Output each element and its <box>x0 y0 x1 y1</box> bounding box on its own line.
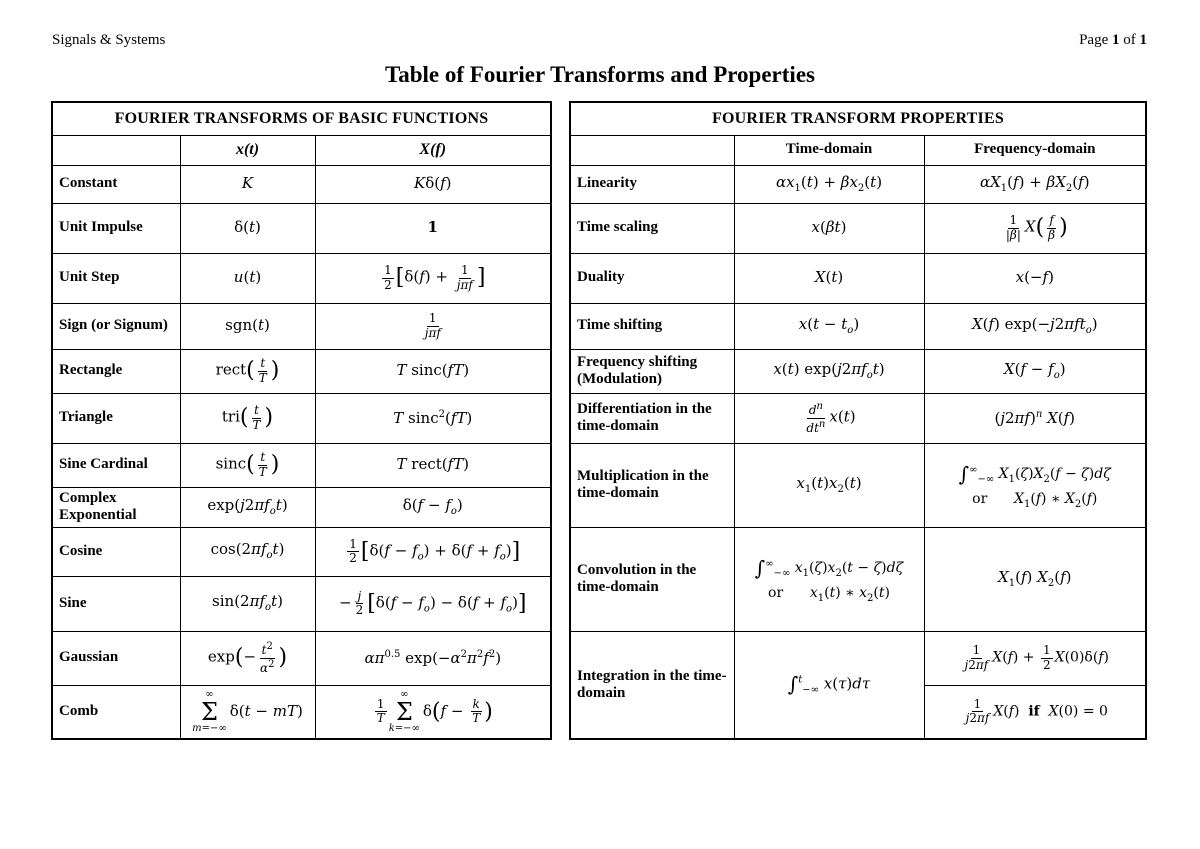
formula-freq: x(−f) <box>924 253 1146 303</box>
row-label: Unit Impulse <box>52 203 180 253</box>
row-label: Sign (or Signum) <box>52 303 180 349</box>
formula-time: $\exp(j2\pi f_ot)$ <box>180 487 315 527</box>
row-label: Sine <box>52 576 180 631</box>
formula-freq: $\frac{1}{|\beta|}$ X( $\frac{f}{\beta}$ ) <box>924 203 1146 253</box>
formula-time: rect( $\frac{t}{T}$ ) <box>180 349 315 393</box>
formula-time: x(βt) <box>734 203 924 253</box>
transforms-table <box>51 101 552 740</box>
formula-time: K <box>180 165 315 203</box>
or-text: or <box>972 490 988 507</box>
formula-time: δ(t) <box>180 203 315 253</box>
row-label: Time scaling <box>570 203 734 253</box>
formula-freq: − $\frac{j}{2}$ $[\delta(f - f_o) - \delta(f + f_o)]$ <box>315 576 551 631</box>
formula-freq: $(j2\pi f)^n$ X(f) <box>924 393 1146 443</box>
formula-time: X(t) <box>734 253 924 303</box>
formula-time: sgn(t) <box>180 303 315 349</box>
or-text: or <box>768 584 784 601</box>
formula-time: $\int^\infty_{-\infty}$ $x_1(\zeta)x_2(t - \zeta)d\zeta$ or $x_1(t)$ ∗ $x_2(t)$ <box>734 527 924 631</box>
page-of: of <box>1119 32 1140 48</box>
formula-freq: Kδ(f) <box>315 165 551 203</box>
row-label: Rectangle <box>52 349 180 393</box>
transforms-banner: FOURIER TRANSFORMS OF BASIC FUNCTIONS <box>52 102 551 135</box>
table-row <box>52 443 551 487</box>
formula-time: ∞ Σ m=−∞ δ(t − mT) <box>180 685 315 739</box>
table-row <box>570 631 1146 685</box>
table-row <box>570 443 1146 527</box>
table-row <box>52 203 551 253</box>
formula-time: $\frac{d^n}{dt^n}$ x(t) <box>734 393 924 443</box>
properties-banner: FOURIER TRANSFORM PROPERTIES <box>570 102 1146 135</box>
table-row <box>570 165 1146 203</box>
formula-freq: $\delta(f - f_o)$ <box>315 487 551 527</box>
page-indicator <box>1079 32 1147 49</box>
formula-freq: $\frac{1}{j2\pi f}$ X(f) + $\frac{1}{2}$ X(0)δ(f) <box>924 631 1146 685</box>
formula-freq: $X(f - f_o)$ <box>924 349 1146 393</box>
if-text: if <box>1028 703 1040 720</box>
table-row <box>52 527 551 576</box>
table-row <box>570 253 1146 303</box>
row-label: Multiplication in the time-domain <box>570 443 734 527</box>
formula-time: u(t) <box>180 253 315 303</box>
col-header-time: Time-domain <box>734 135 924 165</box>
row-label: Cosine <box>52 527 180 576</box>
table-row <box>570 203 1146 253</box>
formula-freq: $\int^\infty_{-\infty}$ $X_1(\zeta)X_2(f - \zeta)d\zeta$ or $X_1(f)$ ∗ $X_2(f)$ <box>924 443 1146 527</box>
page-title: Table of Fourier Transforms and Properties <box>385 62 815 87</box>
formula-freq: $\frac{1}{2}$ [δ(f) + $\frac{1}{\text{jπf}}$ ] <box>315 253 551 303</box>
formula-time: exp(− $\frac{t^2}{\alpha^2}$ ) <box>180 631 315 685</box>
empty-header-cell <box>52 135 180 165</box>
formula-time: $\cos(2\pi f_ot)$ <box>180 527 315 576</box>
row-label: Gaussian <box>52 631 180 685</box>
table-row <box>570 393 1146 443</box>
formula-freq: $\frac{1}{j2\pi f}$ X(f) if X(0) = 0 <box>924 685 1146 739</box>
row-label: Linearity <box>570 165 734 203</box>
formula-time: $x_1(t)x_2(t)$ <box>734 443 924 527</box>
page-prefix: Page <box>1079 32 1112 48</box>
row-label: Time shifting <box>570 303 734 349</box>
page-total: 1 <box>1139 32 1147 48</box>
table-row <box>52 393 551 443</box>
formula-time: $\alpha x_1(t) + \beta x_2(t)$ <box>734 165 924 203</box>
table-row <box>52 487 551 527</box>
formula-freq: 1 <box>315 203 551 253</box>
row-label: Comb <box>52 685 180 739</box>
row-label: Sine Cardinal <box>52 443 180 487</box>
table-row <box>570 349 1146 393</box>
table-row <box>570 303 1146 349</box>
table-row <box>52 631 551 685</box>
empty-header-cell <box>570 135 734 165</box>
col-header-X: X(f) <box>315 135 551 165</box>
formula-freq: $\frac{1}{2}$ $[\delta(f - f_o) + \delta(f + f_o)]$ <box>315 527 551 576</box>
row-label: Complex Exponential <box>52 487 180 527</box>
formula-freq: $\alpha\pi^{0.5}$ $\exp(-\alpha^2\pi^2f^2)$ <box>315 631 551 685</box>
formula-time: $x(t - t_o)$ <box>734 303 924 349</box>
formula-time: ∫$^t_{-\infty}$ x(τ)dτ <box>734 631 924 739</box>
table-row <box>52 685 551 739</box>
row-label: Convolution in the time-domain <box>570 527 734 631</box>
formula-time: sinc( $\frac{t}{T}$ ) <box>180 443 315 487</box>
row-label: Unit Step <box>52 253 180 303</box>
formula-time: x(t) $\exp(j2\pi f_ot)$ <box>734 349 924 393</box>
col-header-x: x(t) <box>180 135 315 165</box>
document-header-left: Signals & Systems <box>52 32 166 48</box>
row-label: Constant <box>52 165 180 203</box>
table-row <box>52 576 551 631</box>
formula-freq: $\alpha X_1(f) + \beta X_2(f)$ <box>924 165 1146 203</box>
formula-freq: T sinc$^2$(fT) <box>315 393 551 443</box>
formula-freq: $\frac{1}{\text{jπf}}$ <box>315 303 551 349</box>
formula-time: $\sin(2\pi f_ot)$ <box>180 576 315 631</box>
formula-freq: X(f) exp(−j2πft$_o$) <box>924 303 1146 349</box>
row-label: Frequency shifting (Modulation) <box>570 349 734 393</box>
formula-freq: $X_1(f)$ $X_2(f)$ <box>924 527 1146 631</box>
row-label: Triangle <box>52 393 180 443</box>
page-number: 1 <box>1112 32 1120 48</box>
table-row <box>52 253 551 303</box>
table-row <box>52 303 551 349</box>
col-header-freq: Frequency-domain <box>924 135 1146 165</box>
formula-freq: T sinc(fT) <box>315 349 551 393</box>
formula-freq: T rect(fT) <box>315 443 551 487</box>
row-label: Duality <box>570 253 734 303</box>
formula-time: tri( $\frac{t}{T}$ ) <box>180 393 315 443</box>
table-row <box>52 349 551 393</box>
properties-table <box>569 101 1147 740</box>
row-label: Differentiation in the time-domain <box>570 393 734 443</box>
formula-freq: $\frac{1}{T}$ ∞ Σ k=−∞ δ(f − $\frac{k}{T}$ ) <box>315 685 551 739</box>
table-row <box>570 527 1146 631</box>
table-row <box>52 165 551 203</box>
row-label: Integration in the time-domain <box>570 631 734 739</box>
